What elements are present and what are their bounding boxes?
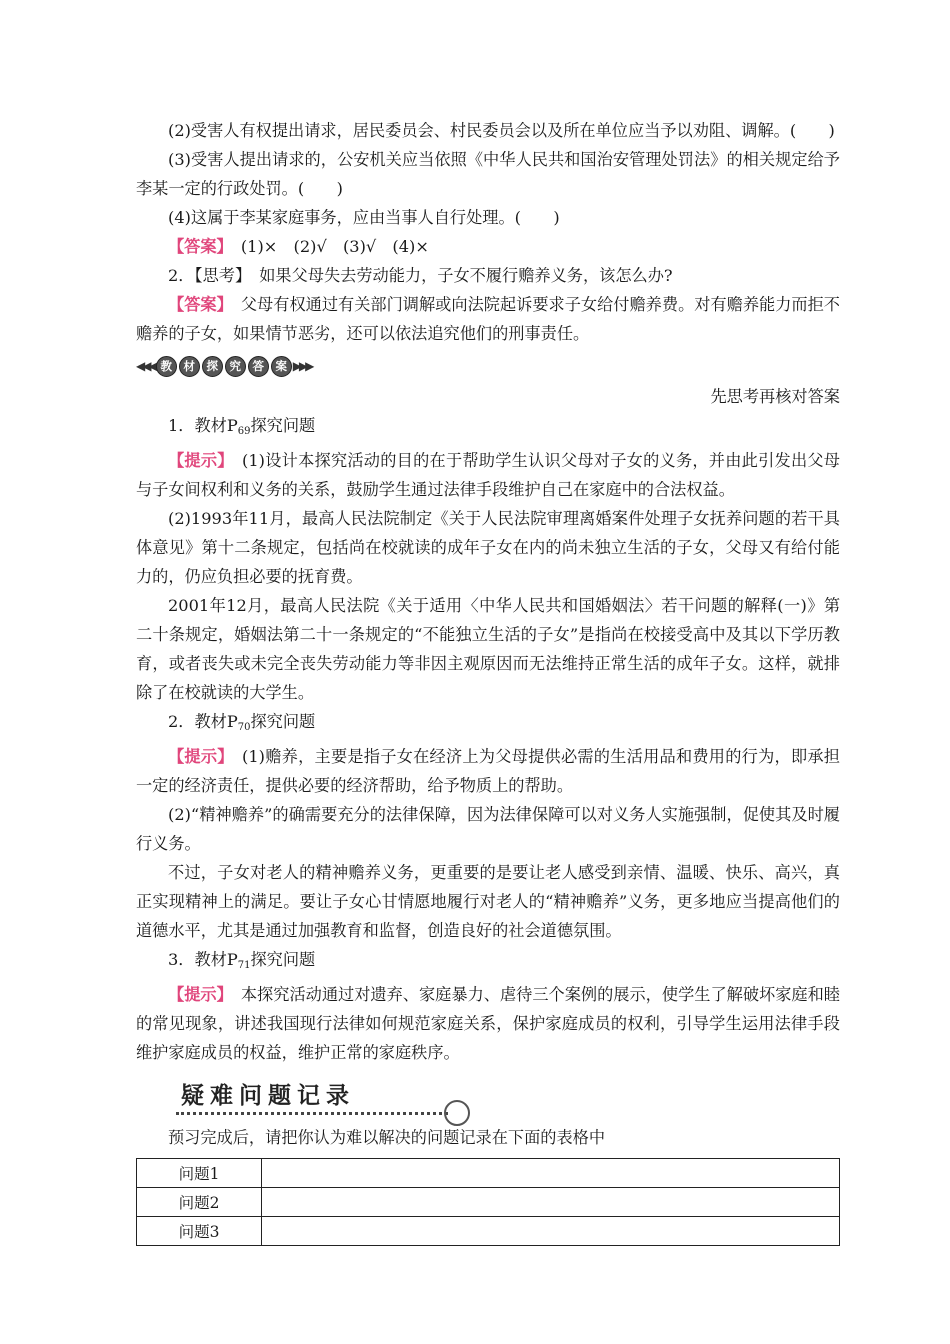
paragraph: 2001年12月，最高人民法院《关于适用〈中华人民共和国婚姻法〉若干问题的解释(一)》第二十条规定，婚姻法第二十一条规定的“不能独立生活的子女”是指尚在校接受高中及其以下学历教育，或者丧失或未完全丧失劳动能力等非因主观原因而无法维持正常生活的成年子女。这样，就排除了在校就读的大学生。 — [136, 596, 840, 702]
answer-text: 父母有权通过有关部门调解或向法院起诉要求子女给付赡养费。对有赡养能力而拒不赡养的子女，如果情节恶劣，还可以依法追究他们的刑事责任。 — [136, 295, 840, 343]
section-title: 疑难问题记录 — [181, 1083, 355, 1109]
question-4: (4)这属于李某家庭事务，应由当事人自行处理。( ) — [168, 208, 560, 227]
banner-char: 教 — [156, 356, 177, 377]
hint-text: (1)赡养，主要是指子女在经济上为父母提供必需的生活用品和费用的行为，即承担一定的经济责任，提供必要的经济帮助，给予物质上的帮助。 — [136, 747, 840, 795]
answer-tag: 【答案】 — [168, 295, 225, 314]
hint-paragraph — [136, 980, 840, 1067]
row-input-cell[interactable] — [262, 1217, 840, 1246]
banner-char: 究 — [225, 356, 246, 377]
page-subscript: 69 — [237, 426, 251, 437]
difficult-questions-section — [136, 1075, 840, 1123]
item-heading — [136, 707, 840, 742]
answer-tag: 【答案】 — [168, 237, 225, 256]
table-row — [137, 1217, 840, 1246]
paragraph: (2)1993年11月，最高人民法院制定《关于人民法院审理离婚案件处理子女抚养问题的若干具体意见》第十二条规定，包括尚在校就读的成年子女在内的尚未独立生活的子女，父母又有给付能力的，仍应负担必要的抚育费。 — [136, 509, 840, 586]
questions-table — [136, 1158, 840, 1246]
item-heading-suffix: 探究问题 — [250, 416, 316, 435]
row-label: 问题2 — [137, 1188, 262, 1217]
answer-text: (1)× (2)√ (3)√ (4)× — [224, 237, 429, 256]
page-subscript: 70 — [237, 722, 251, 733]
banner-char: 材 — [179, 356, 200, 377]
dotted-divider — [176, 1112, 448, 1115]
row-label: 问题1 — [137, 1159, 262, 1188]
think-tag: 【思考】 — [194, 266, 244, 285]
item-heading-text: 2．教材P — [168, 712, 238, 731]
hint-paragraph — [136, 742, 840, 800]
answer-1 — [136, 232, 840, 261]
row-input-cell[interactable] — [262, 1159, 840, 1188]
document-page — [136, 116, 840, 1246]
think-question — [136, 261, 840, 290]
hint-tag: 【提示】 — [168, 985, 225, 1004]
answer-2 — [136, 290, 840, 348]
item-heading — [136, 945, 840, 980]
hint-tag: 【提示】 — [168, 747, 226, 766]
item-heading-text: 1．教材P — [168, 416, 238, 435]
think-text: 如果父母失去劳动能力，子女不履行赡养义务，该怎么办? — [243, 266, 673, 285]
hint-text: 本探究活动通过对遗弃、家庭暴力、虐待三个案例的展示，使学生了解破坏家庭和睦的常见现象，讲述我国现行法律如何规范家庭关系，保护家庭成员的权利，引导学生运用法律手段维护家庭成员的权益，维护正常的家庭秩序。 — [136, 985, 840, 1062]
table-intro: 预习完成后，请把你认为难以解决的问题记录在下面的表格中 — [168, 1128, 606, 1147]
circle-icon — [444, 1100, 470, 1126]
item-heading-text: 3．教材P — [168, 950, 238, 969]
page-subscript: 71 — [237, 960, 251, 971]
table-row — [137, 1188, 840, 1217]
banner-char: 探 — [202, 356, 223, 377]
item-heading-suffix: 探究问题 — [250, 950, 316, 969]
hint-paragraph — [136, 446, 840, 504]
row-label: 问题3 — [137, 1217, 262, 1246]
left-arrows-icon: ◀◀◀ — [136, 359, 155, 373]
hint-text: (1)设计本探究活动的目的在于帮助学生认识父母对子女的义务，并由此引发出父母与子女间权利和义务的关系，鼓励学生通过法律手段维护自己在家庭中的合法权益。 — [136, 451, 840, 499]
hint-tag: 【提示】 — [168, 451, 226, 470]
table-row — [137, 1159, 840, 1188]
banner-char: 案 — [271, 356, 292, 377]
item-heading — [136, 411, 840, 446]
banner-char: 答 — [248, 356, 269, 377]
question-3: (3)受害人提出请求的，公安机关应当依照《中华人民共和国治安管理处罚法》的相关规定给予李某一定的行政处罚。( ) — [136, 150, 840, 198]
textbook-answer-banner — [136, 350, 840, 382]
think-number: 2． — [168, 266, 195, 285]
row-input-cell[interactable] — [262, 1188, 840, 1217]
right-arrows-icon: ▶▶▶ — [292, 359, 312, 373]
question-2: (2)受害人有权提出请求，居民委员会、村民委员会以及所在单位应当予以劝阻、调解。( ) — [168, 121, 835, 140]
paragraph: (2)“精神赡养”的确需要充分的法律保障，因为法律保障可以对义务人实施强制，促使其及时履行义务。 — [136, 805, 840, 853]
paragraph: 不过，子女对老人的精神赡养义务，更重要的是要让老人感受到亲情、温暖、快乐、高兴，真正实现精神上的满足。要让子女心甘情愿地履行对老人的“精神赡养”义务，更多地应当提高他们的道德水平，尤其是通过加强教育和监督，创造良好的社会道德氛围。 — [136, 863, 840, 940]
item-heading-suffix: 探究问题 — [250, 712, 316, 731]
think-first-note: 先思考再核对答案 — [710, 387, 840, 406]
